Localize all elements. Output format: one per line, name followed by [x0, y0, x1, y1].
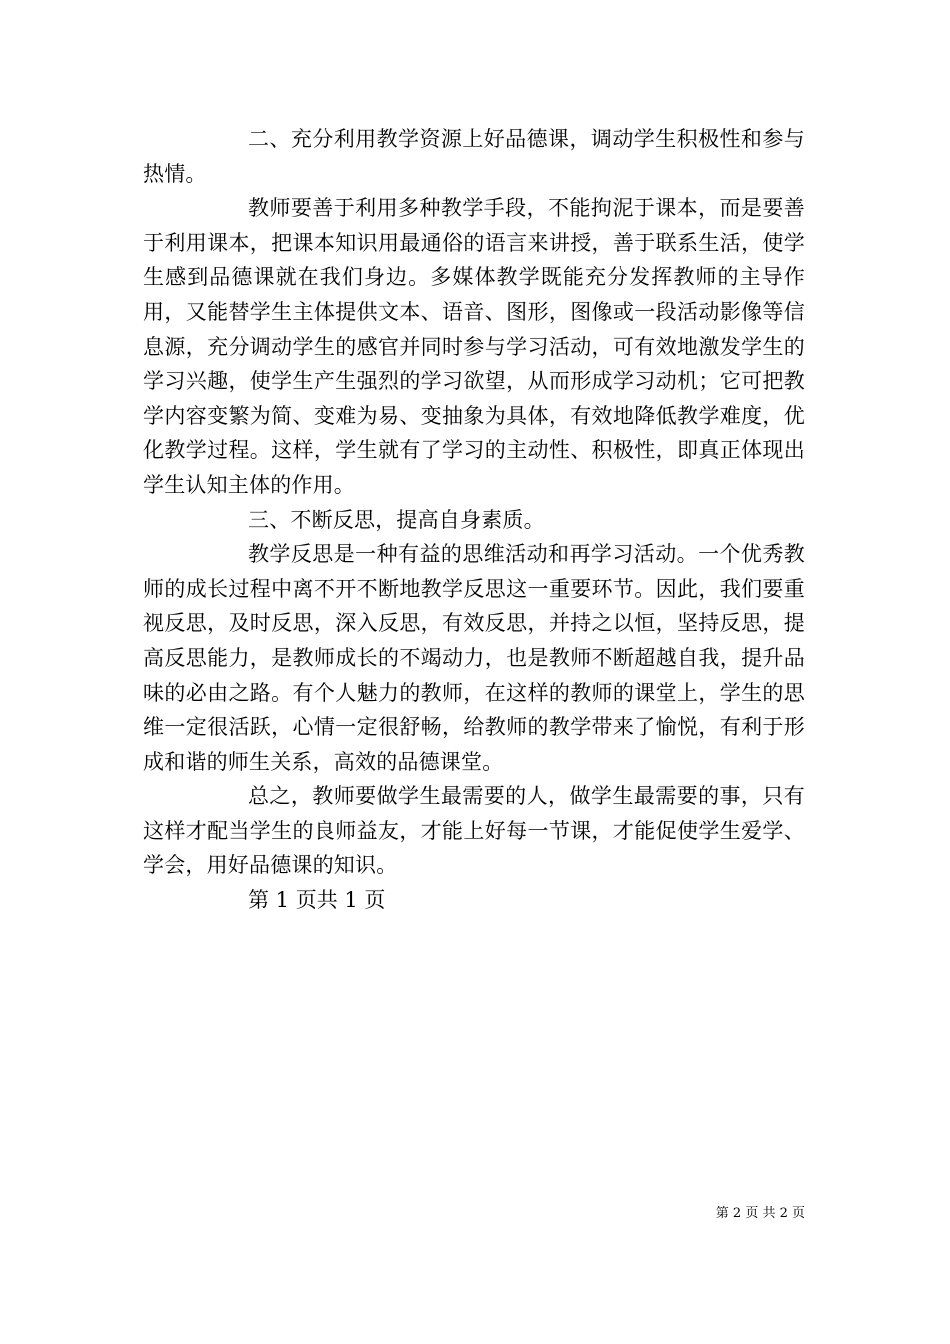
section-heading-2: 二、充分利用教学资源上好品德课，调动学生积极性和参与热情。 [143, 127, 805, 186]
inline-page-number: 第 1 页共 1 页 [248, 888, 386, 913]
paragraph-conclusion: 总之，教师要做学生最需要的人，做学生最需要的事，只有这样才配当学生的良师益友，才能上好每一节课，才能促使学生爱学、学会，用好品德课的知识。 [143, 784, 805, 878]
section-heading-3: 三、不断反思，提高自身素质。 [248, 507, 545, 532]
paragraph-multimedia-teaching: 教师要善于利用多种教学手段，不能拘泥于课本，而是要善于利用课本，把课本知识用最通俗的语言来讲授，善于联系生活，使学生感到品德课就在我们身边。多媒体教学既能充分发挥教师的主导作用，又能替学生主体提供文本、语音、图形，图像或一段活动影像等信息源，充分调动学生的感官并同时参与学习活动，可有效地激发学生的学习兴趣，使学生产生强烈的学习欲望，从而形成学习动机；它可把教学内容变繁为简、变难为易、变抽象为具体，有效地降低教学难度，优化教学过程。这样，学生就有了学习的主动性、积极性，即真正体现出学生认知主体的作用。 [143, 196, 805, 497]
document-body [143, 122, 805, 918]
footer-page-number: 第 2 页 共 2 页 [715, 1206, 805, 1221]
paragraph-teaching-reflection: 教学反思是一种有益的思维活动和再学习活动。一个优秀教师的成长过程中离不开不断地教学反思这一重要环节。因此，我们要重视反思，及时反思，深入反思，有效反思，并持之以恒，坚持反思，提高反思能力，是教师成长的不竭动力，也是教师不断超越自我，提升品味的必由之路。有个人魅力的教师，在这样的教师的课堂上，学生的思维一定很活跃，心情一定很舒畅，给教师的教学带来了愉悦，有利于形成和谐的师生关系，高效的品德课堂。 [143, 542, 805, 774]
